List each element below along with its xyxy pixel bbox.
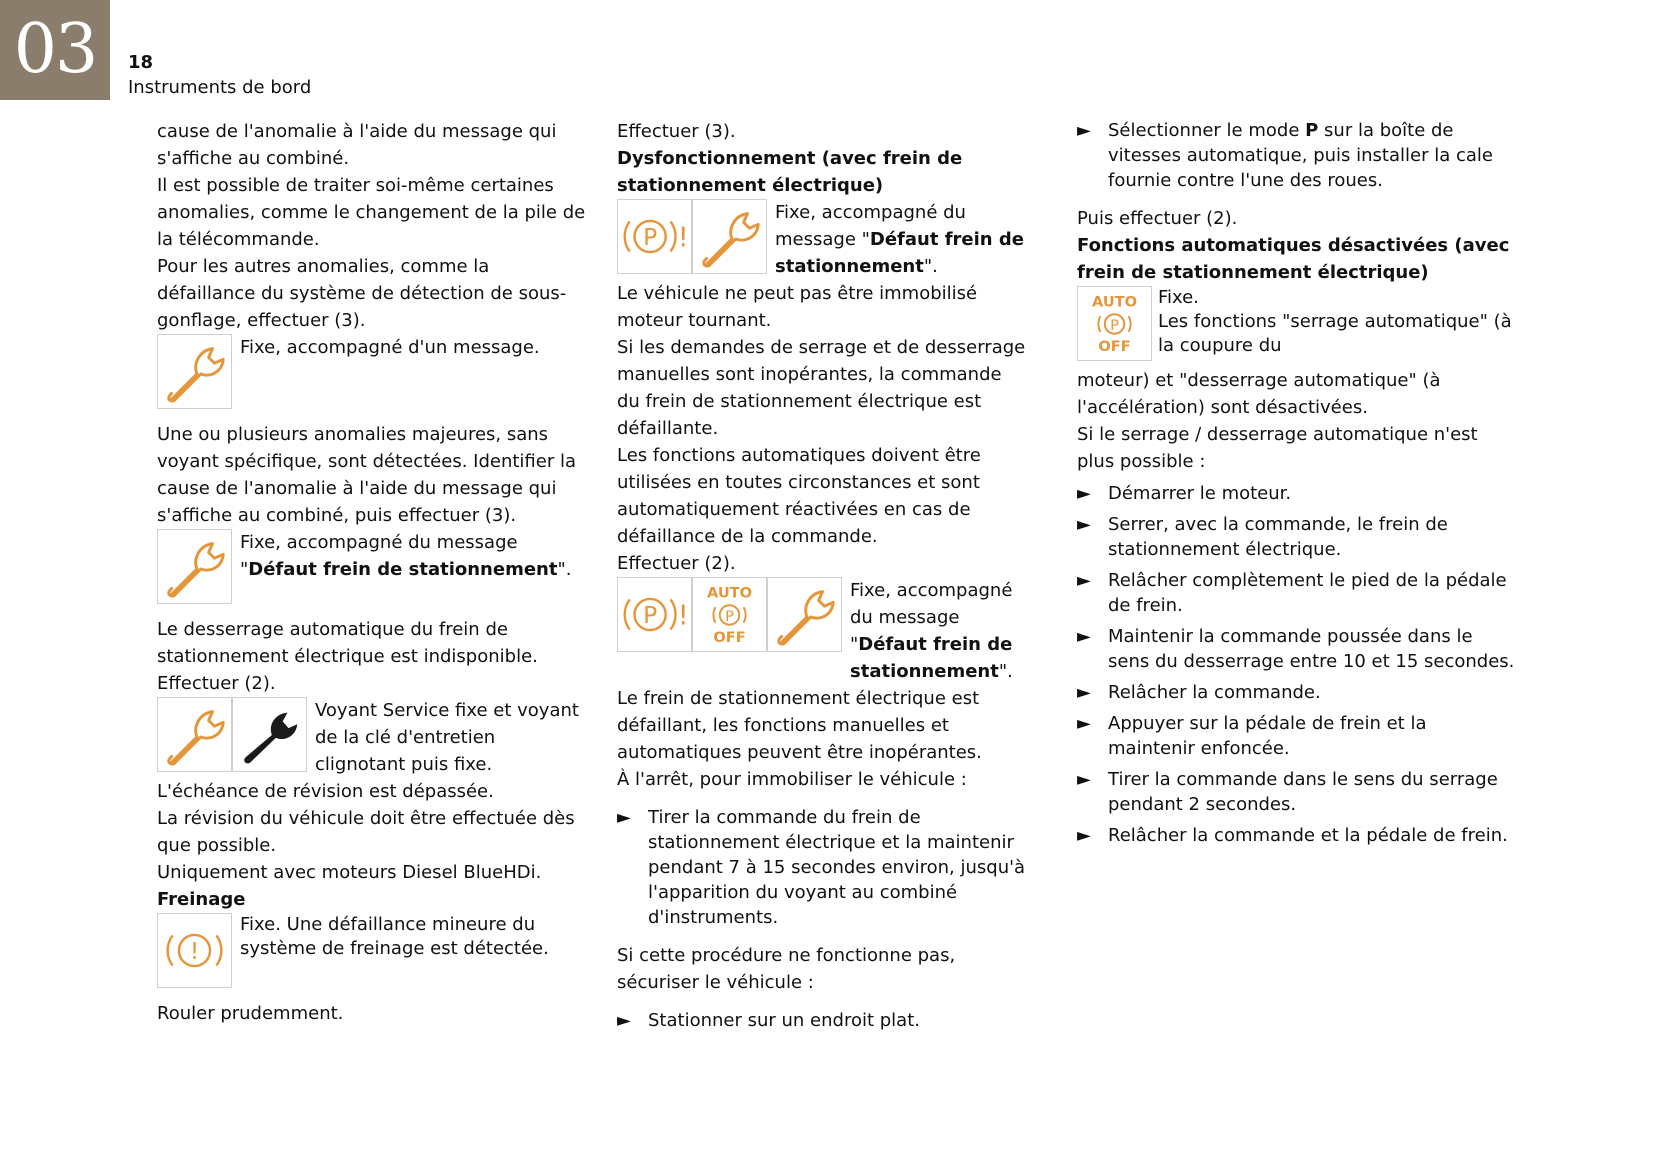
list-item — [1077, 512, 1517, 562]
paragraph: Le frein de stationnement électrique est défaillant, les fonctions manuelles et automatiques peuvent être inopérantes. — [617, 688, 982, 763]
wrench-icon — [157, 529, 232, 604]
icon-description — [842, 577, 1027, 685]
paragraph: Puis effectuer (2). — [1077, 208, 1238, 229]
brake-warning-icon — [157, 913, 232, 988]
paragraph: Effectuer (2). — [617, 553, 736, 574]
auto-off-row — [1077, 286, 1517, 361]
list-item — [1077, 767, 1517, 817]
paragraph: Il est possible de traiter soi-même certaines anomalies, comme le changement de la pile de la télécommande. — [157, 175, 586, 250]
wrench-icon — [767, 577, 842, 652]
column-2 — [617, 118, 1027, 1033]
message-bold: Défaut frein de stationnement — [248, 559, 558, 580]
icon-description: Fixe. Une défaillance mineure du système de freinage est détectée. — [240, 914, 549, 959]
paragraph: Les fonctions automatiques doivent être utilisées en toutes circonstances et sont automatiquement réactivées en cas de défaillance de la commande. — [617, 445, 981, 547]
chapter-tab: 03 — [0, 0, 110, 100]
p-glyph: P — [643, 600, 658, 629]
paragraph: La révision du véhicule doit être effectuée dès que possible. — [157, 808, 575, 856]
bullet-arrow-icon: ► — [1077, 514, 1091, 535]
icon-description: Fixe, accompagné d'un message. — [240, 337, 540, 358]
list-item-text: Tirer la commande dans le sens du serrage pendant 2 secondes. — [1108, 769, 1498, 815]
auto-fault-row — [617, 577, 1027, 685]
auto-glyph: AUTO — [1091, 293, 1138, 311]
mode-p-bold: P — [1305, 120, 1319, 141]
heading-dysfonctionnement: Dysfonctionnement (avec frein de stationnement électrique) — [617, 148, 963, 196]
wrench-warning-row — [157, 334, 587, 409]
page-number: 18 — [128, 52, 154, 73]
paragraph: Effectuer (3). — [617, 121, 736, 142]
paragraph: Si les demandes de serrage et de desserrage manuelles sont inopérantes, la commande du frein de stationnement électrique est défaillante. — [617, 337, 1026, 439]
auto-off-icon — [692, 577, 767, 652]
paragraph: Uniquement avec moteurs Diesel BlueHDi. — [157, 862, 542, 883]
paragraph: Le véhicule ne peut pas être immobilisé moteur tournant. — [617, 283, 978, 331]
paragraph: Pour les autres anomalies, comme la défaillance du système de détection de sous-gonflage, effectuer (3). — [157, 256, 567, 331]
icon-description-text: Les fonctions "serrage automatique" (à la coupure du — [1158, 311, 1512, 356]
bullet-arrow-icon: ► — [617, 807, 631, 828]
paragraph: Une ou plusieurs anomalies majeures, sans voyant spécifique, sont détectées. Identifier la cause de l'anomalie à l'aide du message qui s'affiche au combiné, puis effectuer (3). — [157, 424, 576, 526]
excl-glyph: ! — [677, 600, 689, 632]
list-item — [1077, 680, 1517, 705]
list-item-text: Tirer la commande du frein de stationnement électrique et la maintenir pendant 7 à 15 secondes environ, jusqu'à l'apparition du voyant au combiné d'instruments. — [648, 807, 1026, 928]
bullet-arrow-icon: ► — [1077, 682, 1091, 703]
quote-close: ". — [998, 661, 1013, 682]
list-item-text-part: sur la boîte de vitesses automatique, puis installer la cale fournie contre l'une des roues. — [1108, 120, 1493, 191]
bullet-arrow-icon: ► — [1077, 825, 1091, 846]
bullet-arrow-icon: ► — [1077, 713, 1091, 734]
list-item-text: Maintenir la commande poussée dans le sens du desserrage entre 10 et 15 secondes. — [1108, 626, 1515, 672]
bullet-arrow-icon: ► — [1077, 769, 1091, 790]
icon-description — [232, 529, 571, 583]
wrench-icon — [157, 334, 232, 409]
paragraph: cause de l'anomalie à l'aide du message qui s'affiche au combiné. — [157, 121, 557, 169]
list-item-text: Démarrer le moteur. — [1108, 483, 1292, 504]
wrench-parking-row — [157, 529, 587, 604]
excl-glyph: ! — [189, 936, 200, 965]
quote-close: ". — [557, 559, 572, 580]
bullet-arrow-icon: ► — [1077, 120, 1091, 141]
quote-close: ". — [923, 256, 938, 277]
bullet-arrow-icon: ► — [1077, 626, 1091, 647]
list-item — [1077, 823, 1517, 848]
excl-glyph: ! — [677, 222, 689, 254]
list-item-text: Relâcher complètement le pied de la pédale de frein. — [1108, 570, 1507, 616]
list-item — [1077, 481, 1517, 506]
list-item — [1077, 568, 1517, 618]
icon-description — [1152, 286, 1517, 358]
heading-fonctions-auto: Fonctions automatiques désactivées (avec frein de stationnement électrique) — [1077, 235, 1510, 283]
list-item — [1077, 711, 1517, 761]
icon-description-text: Fixe, accompagné du message — [240, 532, 518, 553]
bullet-arrow-icon: ► — [1077, 570, 1091, 591]
list-item-text-part: Sélectionner le mode — [1108, 120, 1306, 141]
paragraph: Si cette procédure ne fonctionne pas, sécuriser le véhicule : — [617, 945, 956, 993]
section-title: Instruments de bord — [128, 77, 312, 98]
brake-row — [157, 913, 587, 988]
paragraph: À l'arrêt, pour immobiliser le véhicule : — [617, 769, 967, 790]
p-glyph: P — [1110, 316, 1119, 334]
message-bold: Défaut frein de stationnement — [775, 229, 1024, 277]
list-item-text: Serrer, avec la commande, le frein de stationnement électrique. — [1108, 514, 1448, 560]
list-item-text — [1108, 118, 1517, 193]
parking-brake-fault-icon — [617, 577, 692, 652]
parking-fault-row — [617, 199, 1027, 280]
list-item — [1077, 624, 1517, 674]
message-bold: Défaut frein de stationnement — [850, 634, 1013, 682]
icon-description-text: Fixe, accompagné du message " — [850, 580, 1013, 655]
auto-off-icon — [1077, 286, 1152, 361]
column-3 — [1077, 118, 1517, 848]
paragraph: Rouler prudemment. — [157, 1003, 344, 1024]
paragraph: Le desserrage automatique du frein de stationnement électrique est indisponible. — [157, 619, 538, 667]
p-glyph: P — [725, 607, 734, 625]
list-item — [1077, 118, 1517, 193]
instruction-list — [1077, 481, 1517, 848]
off-glyph: OFF — [713, 629, 746, 647]
paragraph: Si le serrage / desserrage automatique n'est plus possible : — [1077, 424, 1478, 472]
heading-freinage: Freinage — [157, 889, 246, 910]
list-item-text: Appuyer sur la pédale de frein et la maintenir enfoncée. — [1108, 713, 1427, 759]
bullet-arrow-icon: ► — [1077, 483, 1091, 504]
off-glyph: OFF — [1098, 338, 1131, 356]
wrench-icon — [692, 199, 767, 274]
icon-description-text: Fixe, accompagné du message " — [775, 202, 966, 250]
list-item — [617, 1008, 1027, 1033]
paragraph: moteur) et "desserrage automatique" (à l'accélération) sont désactivées. — [1077, 370, 1441, 418]
list-item-text: Relâcher la commande et la pédale de frein. — [1108, 825, 1508, 846]
icon-description — [767, 199, 1027, 280]
p-glyph: P — [643, 222, 658, 251]
parking-brake-fault-icon — [617, 199, 692, 274]
icon-description: Voyant Service fixe et voyant de la clé d'entretien clignotant puis fixe. — [315, 700, 579, 775]
column-1 — [157, 118, 587, 1027]
paragraph: Effectuer (2). — [157, 673, 276, 694]
quote-open: " — [240, 559, 249, 580]
service-key-icon — [232, 697, 307, 772]
wrench-icon — [157, 697, 232, 772]
paragraph: L'échéance de révision est dépassée. — [157, 781, 494, 802]
auto-glyph: AUTO — [706, 584, 753, 602]
list-item-text: Stationner sur un endroit plat. — [648, 1010, 920, 1031]
list-item — [617, 805, 1027, 930]
bullet-arrow-icon: ► — [617, 1010, 631, 1031]
icon-description-text: Fixe. — [1158, 287, 1199, 308]
service-row — [157, 697, 587, 778]
list-item-text: Relâcher la commande. — [1108, 682, 1321, 703]
